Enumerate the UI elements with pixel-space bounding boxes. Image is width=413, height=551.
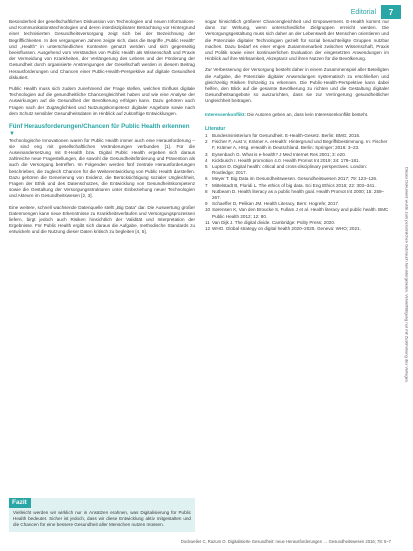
literature-list	[205, 133, 389, 232]
body-paragraph: Technologische Innovationen waren für Public Health immer auch eine Herausforderung – sie sind eng mit gesellschaftlichen Veränderungen verbunden [1]. Für die Auseinandersetzung mit E-Health bzw. Digital Public Health ergeben sich daraus zahlreiche neue Fragestellungen, die sowohl die Gesundheitsförderung und Prävention als auch die Versorgung betreffen. Im Folgenden werden fünf zentrale Herausforderungen beschrieben, die zugleich Chancen für die Weiterentwicklung von Public Health darstellen. Dazu gehören die Generierung von Evidenz, die Berücksichtigung sozialer Ungleichheit, Fragen der Ethik und des Datenschutzes, die Entwicklung von Gesundheitskompetenz sowie die Gestaltung der Versorgungsstrukturen unter Einbeziehung neuer Technologien und Akteure im Gesundheitswesen [2, 3].	[9, 137, 195, 199]
copyright-note	[403, 60, 411, 490]
ref-text: Eysenbach G. What is e-health? J Med Internet Res 2001; 3: e20.	[212, 151, 347, 157]
conflict-of-interest	[205, 112, 389, 118]
literature-item	[205, 207, 389, 219]
ref-number: 2	[205, 139, 208, 145]
ref-text: Mittelstadt B, Floridi L. The ethics of big data. Sci Eng Ethics 2016; 22: 303–341.	[212, 182, 376, 188]
page-number: 7	[381, 5, 401, 19]
literature-item	[205, 189, 389, 201]
literature-item	[205, 226, 389, 232]
body-paragraph: Public Health muss sich zudem zunehmend der Frage stellen, welchen Einfluss digitale Technologien auf die gesundheitliche Chancengleichheit haben und wie eine Analyse der Auswirkungen auf die Gesundheit der Bevölkerung erfolgen kann. Dazu gehören auch Fragen nach der Zugänglichkeit und Nutzungskompetenz digitaler Angebote sowie nach dem Schutz sensibler Gesundheitsdaten im Hinblick auf zukünftige Entwicklungen.	[9, 86, 195, 116]
ref-text: Fischer F, Aust V, Krämer A. eHealth: Hintergrund und Begriffsbestimmung. In: Fischer F, Krämer A, Hrsg. eHealth in Deutschland. Berlin: Springer; 2016: 3–23.	[212, 139, 388, 151]
ref-number: 5	[205, 164, 208, 170]
ref-text: Lupton D. Digital health: critical and cross-disciplinary perspectives. London: Routledge; 2017.	[212, 164, 367, 176]
ref-text: Van Dijk J. The digital divide. Cambridge: Polity Press; 2020.	[212, 219, 336, 225]
page-header	[351, 5, 401, 19]
ref-text: Meyer T. Big Data im Gesundheitswesen. Gesundheitswesen 2017; 79: 123–126.	[212, 176, 378, 182]
ref-text: Bundesministerium für Gesundheit. E-Health-Gesetz. Berlin: BMG; 2016.	[212, 133, 361, 139]
literature-item	[205, 139, 389, 151]
conclusion-box	[9, 498, 195, 532]
ref-text: Kickbusch I. Health promotion 4.0. Health Promot Int 2019; 34: 179–181.	[212, 157, 360, 163]
ref-number: 10	[205, 207, 211, 213]
body-paragraph: sogar hinsichtlich größerer Chancengleichheit und Empowerment. E-Health kommt nur dann zur Wirkung, wenn unterschiedliche Zielgruppen erreicht werden. Die Versorgungsgestaltung muss sich daher an der Lebenswelt der Menschen orientieren und die Potenziale digitaler Technologien gezielt für sozial benachteiligte Gruppen nutzbar machen. Dazu bedarf es einer engen Zusammenarbeit zwischen Wissenschaft, Praxis und Politik sowie einer kontinuierlichen Evaluation der eingesetzten Anwendungen im Hinblick auf ihre Wirksamkeit, Akzeptanz und ihren Nutzen für die Bevölkerung.	[205, 19, 389, 62]
ref-number: 1	[205, 133, 208, 139]
left-column	[9, 19, 195, 236]
ref-number: 6	[205, 176, 208, 182]
ref-text: Schaeffer D, Pelikan JM. Health Literacy. Bern: Hogrefe; 2017.	[212, 201, 340, 207]
ref-text: Nutbeam D. Health literacy as a public health goal. Health Promot Int 2000; 15: 259–267.	[212, 188, 385, 201]
arrow-down-icon: ▼	[9, 130, 15, 137]
copyright-text: Dieses Dokument wurde zum persönlichen Gebrauch heruntergeladen. Vervielfältigung nur mit Zustimmung des Verlages.	[404, 166, 410, 384]
ref-text: Sørensen K, Van den Broucke S, Fullam J et al. Health literacy and public health. BMC Public Health 2012; 12: 80.	[212, 207, 389, 219]
ref-text: WHO. Global strategy on digital health 2020–2025. Geneva: WHO; 2021.	[212, 226, 361, 232]
section-label: Editorial	[350, 8, 376, 16]
conflict-label: Interessenkonflikt:	[205, 111, 246, 117]
page-footer: Dockweiler C, Razum O. Digitalisierte Gesundheit: neue Herausforderungen … Gesundheitswesen 2016; 78: 5–7	[180, 539, 391, 544]
literature-heading: Literatur	[205, 125, 226, 132]
ref-number: 11	[205, 219, 210, 225]
body-paragraph: Besonderheit der gesellschaftlichen Diskussion von Technologien und neuen Informations- und Kommunikationstechnologien und deren interdisziplinärer Betrachtung vor Hintergrund einer technisierten Gesundheitsversorgung zeigt sich bei der Bezeichnung der Begrifflichkeiten. In den vergangenen Jahren zeigte sich, dass die Begriffe „Public Health“ und „Health“ in unterschiedlichen Kontexten genutzt werden und sich gegenseitig beeinflussen. Ausgehend vom Verständnis von Public Health als Wissenschaft und Praxis der Vermeidung von Krankheiten, der Verlängerung des Lebens und der Förderung der Gesundheit durch organisierte Anstrengungen der Gesellschaft werden in diesem Beitrag Herausforderungen und Chancen einer Public-Health-Perspektive auf digitale Gesundheit diskutiert.	[9, 19, 195, 80]
conclusion-label: Fazit	[9, 498, 31, 508]
ref-number: 3	[205, 151, 208, 157]
conclusion-text: Vielleicht werden wir wirklich nur in Ansätzen erahnen, was Digitalisierung für Public Health bedeutet. Sicher ist jedoch, dass wir diese Entwicklung aktiv mitgestalten und die Chancen für eine bessere Gesundheit aller Menschen nutzen müssen.	[13, 510, 191, 528]
literature-item	[205, 164, 389, 176]
ref-number: 7	[205, 182, 208, 188]
ref-number: 8	[205, 188, 208, 194]
ref-number: 9	[205, 201, 208, 207]
body-paragraph: Eine weitere, schnell wachsende Datenquelle stellt „Big Data“ dar. Die Auswertung großer Datenmengen kann neue Erkenntnisse zu Krankheitsverläufen und Versorgungsprozessen liefern, birgt jedoch auch Risiken hinsichtlich der Validität und Interpretation der Ergebnisse. Für Public Health ergibt sich daraus die Aufgabe, methodische Standards zu entwickeln und die Nutzung dieser Daten kritisch zu begleiten [4, 5].	[9, 204, 195, 235]
conflict-text: Die Autoren geben an, dass kein Interessenkonflikt besteht.	[247, 111, 369, 117]
section-heading: Fünf Herausforderungen/Chancen für Public Health erkennen	[9, 123, 190, 131]
ref-number: 12	[205, 226, 211, 232]
right-column	[205, 19, 389, 232]
body-paragraph: Zur Verbesserung der Versorgung besteht daher in einem Zusammenspiel aller Beteiligten die Aufgabe, die Potenziale digitaler Anwendungen systematisch zu erschließen und gleichzeitig Risiken frühzeitig zu erkennen. Die Public-Health-Perspektive kann dabei helfen, den Blick auf die gesamte Bevölkerung zu richten und die Gestaltung digitaler Gesundheitsangebote so auszurichten, dass sie zur Verringerung gesundheitlicher Ungleichheit beitragen.	[205, 67, 389, 104]
ref-number: 4	[205, 157, 208, 163]
